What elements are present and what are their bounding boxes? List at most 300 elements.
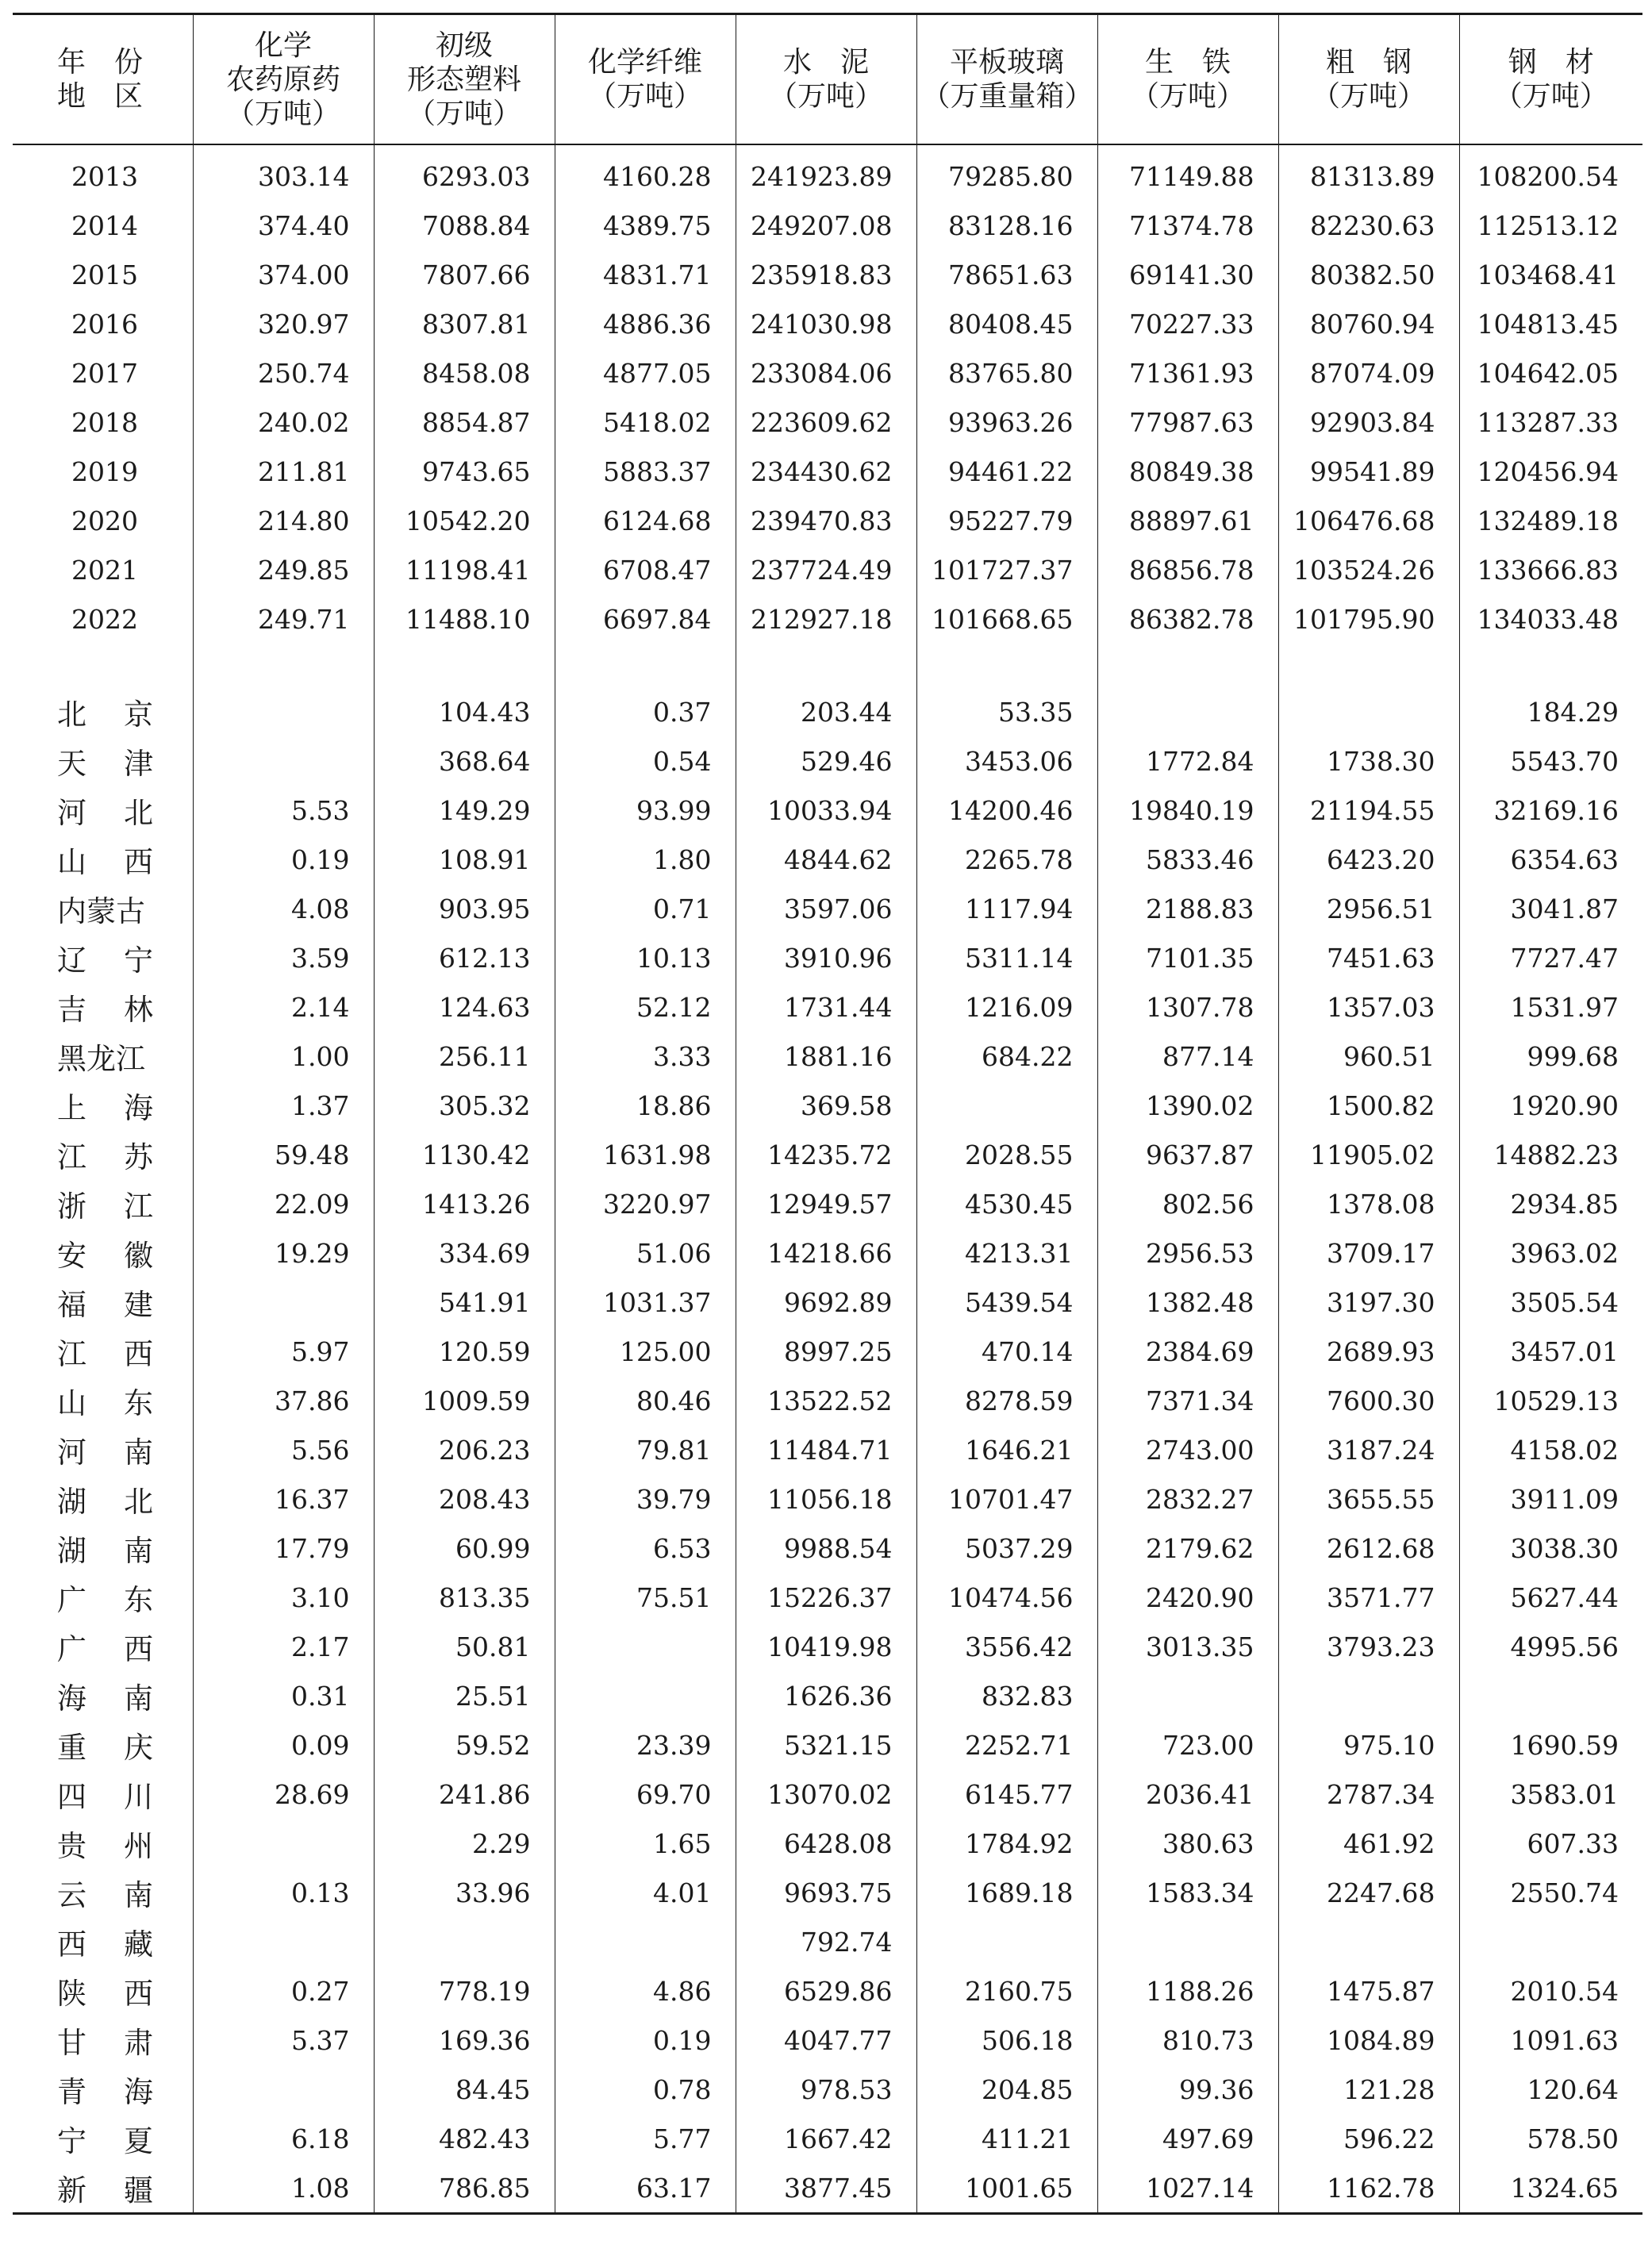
region-label <box>13 1474 193 1524</box>
spacer-cell <box>13 144 193 152</box>
year-label: 2013 <box>71 160 138 192</box>
value-cell: 10033.94 <box>736 786 916 835</box>
year-label: 2018 <box>71 406 138 438</box>
value-cell: 2179.62 <box>1097 1524 1278 1573</box>
region-row <box>13 2114 1642 2163</box>
value-cell: 334.69 <box>374 1228 555 1278</box>
value-cell: 374.40 <box>193 201 374 250</box>
region-char: 山 <box>57 1386 86 1420</box>
value-cell: 108.91 <box>374 835 555 884</box>
value-cell: 99541.89 <box>1278 447 1459 496</box>
region-char: 夏 <box>124 2124 153 2158</box>
value-cell: 18.86 <box>555 1081 736 1130</box>
value-cell: 249207.08 <box>736 201 916 250</box>
value-cell: 380.63 <box>1097 1819 1278 1868</box>
region-char: 州 <box>124 1829 153 1863</box>
value-cell: 208.43 <box>374 1474 555 1524</box>
value-cell: 6354.63 <box>1459 835 1642 884</box>
region-label <box>13 1228 193 1278</box>
value-cell: 8997.25 <box>736 1327 916 1376</box>
region-char: 福 <box>57 1288 86 1322</box>
value-cell: 1084.89 <box>1278 2016 1459 2065</box>
region-char: 陕 <box>57 1977 86 2011</box>
value-cell: 832.83 <box>916 1671 1097 1720</box>
value-cell: 4389.75 <box>555 201 736 250</box>
value-cell: 303.14 <box>193 152 374 201</box>
region-char: 甘 <box>57 2026 86 2060</box>
value-cell: 206.23 <box>374 1425 555 1474</box>
region-label <box>13 1425 193 1474</box>
region-row <box>13 1032 1642 1081</box>
value-cell: 169.36 <box>374 2016 555 2065</box>
value-cell: 0.54 <box>555 736 736 786</box>
section-gap-row <box>13 644 1642 687</box>
value-cell: 25.51 <box>374 1671 555 1720</box>
value-cell: 1091.63 <box>1459 2016 1642 2065</box>
region-row <box>13 1425 1642 1474</box>
value-cell: 7727.47 <box>1459 933 1642 982</box>
value-cell: 10474.56 <box>916 1573 1097 1622</box>
value-cell: 237724.49 <box>736 545 916 594</box>
region-char: 海 <box>124 2075 153 2109</box>
value-cell: 113287.33 <box>1459 398 1642 447</box>
region-char: 重 <box>57 1731 86 1765</box>
spacer-cell <box>374 144 555 152</box>
value-cell: 369.58 <box>736 1081 916 1130</box>
value-cell: 1382.48 <box>1097 1278 1278 1327</box>
value-cell: 1027.14 <box>1097 2163 1278 2214</box>
value-cell: 1.37 <box>193 1081 374 1130</box>
region-char: 天 <box>57 747 86 781</box>
value-cell: 99.36 <box>1097 2065 1278 2114</box>
region-char: 南 <box>124 1681 153 1716</box>
region-char: 京 <box>124 698 153 732</box>
spacer-cell <box>1459 644 1642 687</box>
value-cell: 101795.90 <box>1278 594 1459 644</box>
region-char: 林 <box>124 993 153 1027</box>
value-cell <box>1278 687 1459 736</box>
value-cell: 0.19 <box>193 835 374 884</box>
value-cell: 0.71 <box>555 884 736 933</box>
value-cell: 5311.14 <box>916 933 1097 982</box>
value-cell: 684.22 <box>916 1032 1097 1081</box>
region-char: 藏 <box>124 1927 153 1962</box>
region-label <box>13 1671 193 1720</box>
value-cell: 1772.84 <box>1097 736 1278 786</box>
value-cell: 975.10 <box>1278 1720 1459 1770</box>
value-cell: 506.18 <box>916 2016 1097 2065</box>
value-cell: 1413.26 <box>374 1179 555 1228</box>
region-row <box>13 1228 1642 1278</box>
year-row <box>13 594 1642 644</box>
spacer-cell <box>1278 644 1459 687</box>
value-cell: 71149.88 <box>1097 152 1278 201</box>
value-cell: 2247.68 <box>1278 1868 1459 1917</box>
value-cell: 59.48 <box>193 1130 374 1179</box>
region-row <box>13 1868 1642 1917</box>
value-cell: 11905.02 <box>1278 1130 1459 1179</box>
year-label: 2019 <box>71 455 138 487</box>
value-cell: 0.19 <box>555 2016 736 2065</box>
value-cell: 3.10 <box>193 1573 374 1622</box>
region-label <box>13 1327 193 1376</box>
year-label: 2015 <box>71 259 138 290</box>
value-cell: 10542.20 <box>374 496 555 545</box>
value-cell: 5883.37 <box>555 447 736 496</box>
value-cell: 3571.77 <box>1278 1573 1459 1622</box>
value-cell: 1216.09 <box>916 982 1097 1032</box>
value-cell: 1.65 <box>555 1819 736 1868</box>
year-row <box>13 250 1642 299</box>
value-cell: 1646.21 <box>916 1425 1097 1474</box>
value-cell: 0.27 <box>193 1966 374 2016</box>
value-cell: 249.71 <box>193 594 374 644</box>
value-cell: 2160.75 <box>916 1966 1097 2016</box>
value-cell: 1009.59 <box>374 1376 555 1425</box>
region-char: 宁 <box>124 943 153 978</box>
value-cell: 3597.06 <box>736 884 916 933</box>
region-char: 新 <box>57 2173 86 2208</box>
region-label <box>13 1130 193 1179</box>
value-cell: 14235.72 <box>736 1130 916 1179</box>
value-cell: 4844.62 <box>736 835 916 884</box>
value-cell: 1188.26 <box>1097 1966 1278 2016</box>
region-row <box>13 982 1642 1032</box>
region-char: 西 <box>124 845 153 879</box>
spacer-cell <box>555 644 736 687</box>
value-cell: 15226.37 <box>736 1573 916 1622</box>
value-cell: 2265.78 <box>916 835 1097 884</box>
value-cell: 5321.15 <box>736 1720 916 1770</box>
value-cell: 149.29 <box>374 786 555 835</box>
region-label <box>13 1720 193 1770</box>
region-label: 黑龙江 <box>57 1042 145 1076</box>
value-cell <box>1459 1917 1642 1966</box>
region-char: 河 <box>57 1435 86 1470</box>
value-cell: 8854.87 <box>374 398 555 447</box>
region-char: 川 <box>124 1780 153 1814</box>
value-cell: 19.29 <box>193 1228 374 1278</box>
value-cell: 2028.55 <box>916 1130 1097 1179</box>
value-cell: 3911.09 <box>1459 1474 1642 1524</box>
value-cell: 14218.66 <box>736 1228 916 1278</box>
region-row <box>13 736 1642 786</box>
value-cell: 93963.26 <box>916 398 1097 447</box>
region-char: 北 <box>57 698 86 732</box>
spacer-cell <box>193 644 374 687</box>
value-cell: 0.09 <box>193 1720 374 1770</box>
value-cell: 204.85 <box>916 2065 1097 2114</box>
region-label <box>13 1770 193 1819</box>
year-row <box>13 398 1642 447</box>
value-cell: 32169.16 <box>1459 786 1642 835</box>
value-cell: 250.74 <box>193 348 374 398</box>
value-cell: 778.19 <box>374 1966 555 2016</box>
value-cell: 11056.18 <box>736 1474 916 1524</box>
value-cell: 3453.06 <box>916 736 1097 786</box>
statistics-table-container <box>13 13 1642 2215</box>
value-cell: 2384.69 <box>1097 1327 1278 1376</box>
value-cell: 103468.41 <box>1459 250 1642 299</box>
value-cell: 596.22 <box>1278 2114 1459 2163</box>
value-cell: 14200.46 <box>916 786 1097 835</box>
value-cell: 1626.36 <box>736 1671 916 1720</box>
spacer-cell <box>555 144 736 152</box>
value-cell: 5.97 <box>193 1327 374 1376</box>
value-cell: 2550.74 <box>1459 1868 1642 1917</box>
region-row <box>13 1671 1642 1720</box>
value-cell: 2420.90 <box>1097 1573 1278 1622</box>
header-year-region: 年 份 地 区 <box>13 14 193 145</box>
value-cell: 6529.86 <box>736 1966 916 2016</box>
value-cell: 83128.16 <box>916 201 1097 250</box>
year-row <box>13 496 1642 545</box>
value-cell: 3041.87 <box>1459 884 1642 933</box>
region-label <box>13 2114 193 2163</box>
value-cell: 17.79 <box>193 1524 374 1573</box>
value-cell: 529.46 <box>736 736 916 786</box>
value-cell: 104.43 <box>374 687 555 736</box>
value-cell: 3709.17 <box>1278 1228 1459 1278</box>
region-row <box>13 1720 1642 1770</box>
value-cell: 10701.47 <box>916 1474 1097 1524</box>
region-label <box>13 1819 193 1868</box>
value-cell: 3197.30 <box>1278 1278 1459 1327</box>
value-cell: 1130.42 <box>374 1130 555 1179</box>
value-cell: 234430.62 <box>736 447 916 496</box>
region-char: 西 <box>124 1977 153 2011</box>
value-cell: 2252.71 <box>916 1720 1097 1770</box>
value-cell: 6697.84 <box>555 594 736 644</box>
value-cell: 0.13 <box>193 1868 374 1917</box>
value-cell: 6708.47 <box>555 545 736 594</box>
value-cell: 212927.18 <box>736 594 916 644</box>
value-cell: 249.85 <box>193 545 374 594</box>
value-cell: 1500.82 <box>1278 1081 1459 1130</box>
value-cell: 10419.98 <box>736 1622 916 1671</box>
value-cell: 3505.54 <box>1459 1278 1642 1327</box>
value-cell: 3220.97 <box>555 1179 736 1228</box>
region-row <box>13 1524 1642 1573</box>
value-cell: 106476.68 <box>1278 496 1459 545</box>
value-cell: 368.64 <box>374 736 555 786</box>
region-row <box>13 687 1642 736</box>
value-cell: 21194.55 <box>1278 786 1459 835</box>
region-char: 宁 <box>57 2124 86 2158</box>
region-label <box>13 2163 193 2214</box>
value-cell: 411.21 <box>916 2114 1097 2163</box>
region-char: 浙 <box>57 1189 86 1224</box>
value-cell: 4.01 <box>555 1868 736 1917</box>
value-cell: 124.63 <box>374 982 555 1032</box>
region-row <box>13 1819 1642 1868</box>
value-cell: 2010.54 <box>1459 1966 1642 2016</box>
value-cell <box>374 1917 555 1966</box>
value-cell: 10529.13 <box>1459 1376 1642 1425</box>
value-cell: 3793.23 <box>1278 1622 1459 1671</box>
value-cell: 51.06 <box>555 1228 736 1278</box>
spacer-cell <box>374 644 555 687</box>
value-cell: 81313.89 <box>1278 152 1459 201</box>
value-cell: 12949.57 <box>736 1179 916 1228</box>
value-cell: 22.09 <box>193 1179 374 1228</box>
spacer-cell <box>1278 144 1459 152</box>
region-char: 东 <box>124 1583 153 1617</box>
value-cell: 71361.93 <box>1097 348 1278 398</box>
year-row <box>13 201 1642 250</box>
value-cell: 3877.45 <box>736 2163 916 2214</box>
value-cell: 13522.52 <box>736 1376 916 1425</box>
value-cell: 121.28 <box>1278 2065 1459 2114</box>
value-cell: 103524.26 <box>1278 545 1459 594</box>
region-char: 吉 <box>57 993 86 1027</box>
value-cell: 2689.93 <box>1278 1327 1459 1376</box>
value-cell: 77987.63 <box>1097 398 1278 447</box>
value-cell: 1.00 <box>193 1032 374 1081</box>
value-cell: 28.69 <box>193 1770 374 1819</box>
region-char: 贵 <box>57 1829 86 1863</box>
value-cell: 1920.90 <box>1459 1081 1642 1130</box>
value-cell: 497.69 <box>1097 2114 1278 2163</box>
value-cell: 256.11 <box>374 1032 555 1081</box>
region-char: 北 <box>124 796 153 830</box>
value-cell: 4831.71 <box>555 250 736 299</box>
value-cell: 5.77 <box>555 2114 736 2163</box>
region-row <box>13 2065 1642 2114</box>
value-cell: 5.37 <box>193 2016 374 2065</box>
value-cell: 5037.29 <box>916 1524 1097 1573</box>
value-cell: 1881.16 <box>736 1032 916 1081</box>
region-row <box>13 1081 1642 1130</box>
value-cell: 240.02 <box>193 398 374 447</box>
value-cell: 2036.41 <box>1097 1770 1278 1819</box>
value-cell: 8307.81 <box>374 299 555 348</box>
value-cell: 4530.45 <box>916 1179 1097 1228</box>
region-row <box>13 1573 1642 1622</box>
spacer-cell <box>13 644 193 687</box>
region-label <box>13 1966 193 2016</box>
value-cell: 93.99 <box>555 786 736 835</box>
region-label <box>13 1179 193 1228</box>
value-cell: 1738.30 <box>1278 736 1459 786</box>
value-cell <box>916 1917 1097 1966</box>
value-cell: 9743.65 <box>374 447 555 496</box>
value-cell: 2188.83 <box>1097 884 1278 933</box>
value-cell: 3013.35 <box>1097 1622 1278 1671</box>
value-cell: 1731.44 <box>736 982 916 1032</box>
value-cell: 1667.42 <box>736 2114 916 2163</box>
region-row <box>13 1376 1642 1425</box>
value-cell: 33.96 <box>374 1868 555 1917</box>
value-cell: 1378.08 <box>1278 1179 1459 1228</box>
region-char: 庆 <box>124 1731 153 1765</box>
value-cell: 11484.71 <box>736 1425 916 1474</box>
value-cell: 11488.10 <box>374 594 555 644</box>
region-char: 河 <box>57 796 86 830</box>
region-label <box>13 2065 193 2114</box>
value-cell: 903.95 <box>374 884 555 933</box>
value-cell <box>193 1819 374 1868</box>
region-row <box>13 933 1642 982</box>
value-cell: 4213.31 <box>916 1228 1097 1278</box>
table-body <box>13 144 1642 2214</box>
value-cell: 960.51 <box>1278 1032 1459 1081</box>
region-row <box>13 1770 1642 1819</box>
value-cell: 7451.63 <box>1278 933 1459 982</box>
value-cell: 1583.34 <box>1097 1868 1278 1917</box>
value-cell: 59.52 <box>374 1720 555 1770</box>
region-label <box>13 687 193 736</box>
value-cell: 5833.46 <box>1097 835 1278 884</box>
value-cell <box>1459 1671 1642 1720</box>
value-cell <box>555 1917 736 1966</box>
region-row <box>13 2163 1642 2214</box>
value-cell: 1784.92 <box>916 1819 1097 1868</box>
value-cell: 120.59 <box>374 1327 555 1376</box>
region-char: 上 <box>57 1091 86 1125</box>
value-cell: 6124.68 <box>555 496 736 545</box>
value-cell: 813.35 <box>374 1573 555 1622</box>
value-cell: 1631.98 <box>555 1130 736 1179</box>
value-cell: 1531.97 <box>1459 982 1642 1032</box>
region-row <box>13 1179 1642 1228</box>
region-row <box>13 786 1642 835</box>
value-cell: 120456.94 <box>1459 447 1642 496</box>
value-cell <box>555 1622 736 1671</box>
region-char: 津 <box>124 747 153 781</box>
value-cell: 63.17 <box>555 2163 736 2214</box>
value-cell: 11198.41 <box>374 545 555 594</box>
value-cell: 39.79 <box>555 1474 736 1524</box>
value-cell <box>1097 1671 1278 1720</box>
header-chemical-fiber: 化学纤维 （万吨） <box>555 14 736 145</box>
region-char: 西 <box>124 1632 153 1666</box>
value-cell: 305.32 <box>374 1081 555 1130</box>
value-cell: 70227.33 <box>1097 299 1278 348</box>
value-cell: 461.92 <box>1278 1819 1459 1868</box>
value-cell: 5.53 <box>193 786 374 835</box>
region-label: 内蒙古 <box>57 894 145 928</box>
value-cell: 233084.06 <box>736 348 916 398</box>
value-cell <box>1278 1917 1459 1966</box>
value-cell: 1.80 <box>555 835 736 884</box>
value-cell: 112513.12 <box>1459 201 1642 250</box>
value-cell: 9988.54 <box>736 1524 916 1573</box>
value-cell: 2787.34 <box>1278 1770 1459 1819</box>
header-cement: 水 泥 （万吨） <box>736 14 916 145</box>
region-label <box>13 2016 193 2065</box>
year-row <box>13 447 1642 496</box>
value-cell: 78651.63 <box>916 250 1097 299</box>
value-cell: 86382.78 <box>1097 594 1278 644</box>
value-cell: 223609.62 <box>736 398 916 447</box>
value-cell: 4160.28 <box>555 152 736 201</box>
region-label <box>13 786 193 835</box>
value-cell <box>193 1917 374 1966</box>
value-cell: 10.13 <box>555 933 736 982</box>
value-cell: 1324.65 <box>1459 2163 1642 2214</box>
value-cell: 211.81 <box>193 447 374 496</box>
value-cell: 60.99 <box>374 1524 555 1573</box>
value-cell: 2934.85 <box>1459 1179 1642 1228</box>
value-cell: 241030.98 <box>736 299 916 348</box>
value-cell: 5543.70 <box>1459 736 1642 786</box>
value-cell: 786.85 <box>374 2163 555 2214</box>
value-cell: 4877.05 <box>555 348 736 398</box>
value-cell: 1689.18 <box>916 1868 1097 1917</box>
spacer-cell <box>736 144 916 152</box>
value-cell: 80849.38 <box>1097 447 1278 496</box>
